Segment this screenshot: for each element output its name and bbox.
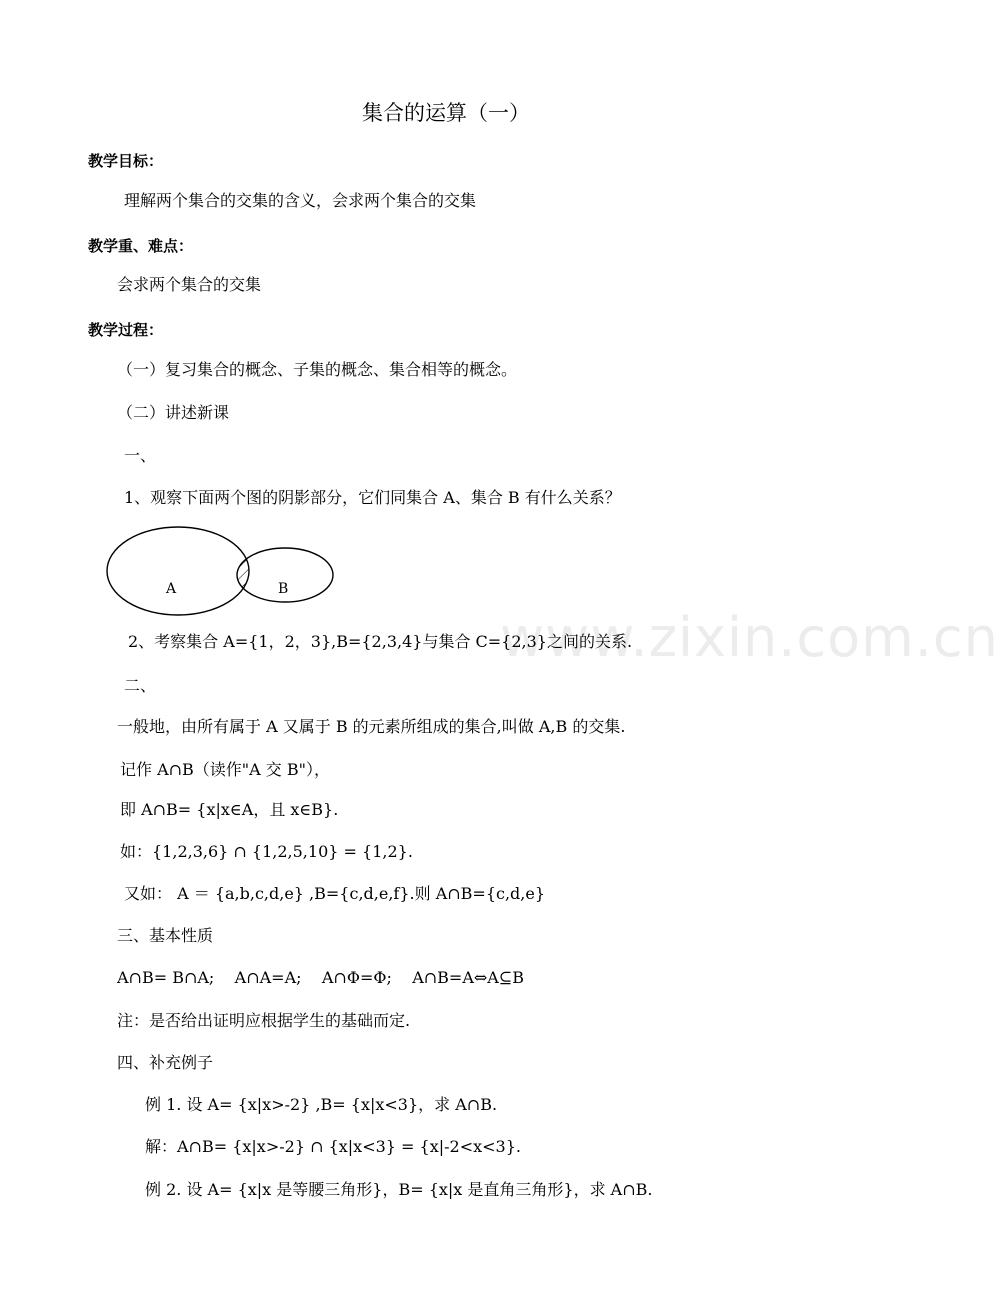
note-text: 注：是否给出证明应根据学生的基础而定.: [117, 1011, 411, 1030]
key-points-heading: 教学重、难点：: [88, 237, 194, 255]
example-one: 例 1. 设 A= {x|x>-2} ,B= {x|x<3}，求 A∩B.: [145, 1095, 498, 1114]
new-lesson-item: （二）讲述新课: [117, 403, 230, 422]
formula-text: 即 A∩B= {x|x∈A，且 x∈B}.: [120, 800, 339, 819]
venn-diagram: [100, 525, 340, 621]
review-item: （一）复习集合的概念、子集的概念、集合相等的概念。: [117, 360, 518, 379]
notation-text: 记作 A∩B（读作"A 交 B"），: [120, 760, 331, 779]
section-two-heading: 二、: [124, 676, 157, 695]
question-one: 1、观察下面两个图的阴影部分，它们同集合 A、集合 B 有什么关系？: [124, 488, 621, 507]
example-a-text: 如：{1,2,3,6} ∩ {1,2,5,10} = {1,2}.: [120, 842, 413, 861]
example-one-solution: 解：A∩B= {x|x>-2} ∩ {x|x<3} = {x|-2<x<3}.: [145, 1137, 522, 1156]
watermark: www.zixin.com.cn: [500, 606, 999, 669]
page-title: 集合的运算（一）: [362, 101, 530, 125]
set-a-ellipse: [107, 527, 249, 615]
section-one-heading: 一、: [124, 446, 157, 465]
set-b-label: B: [278, 581, 289, 597]
key-points-text: 会求两个集合的交集: [117, 275, 262, 294]
question-two: 2、考察集合 A={1，2，3},B={2,3,4}与集合 C={2,3}之间的关系.: [128, 632, 633, 651]
section-four-heading: 四、补充例子: [117, 1053, 214, 1072]
example-two: 例 2. 设 A= {x|x 是等腰三角形}，B= {x|x 是直角三角形}，求 A∩B.: [145, 1180, 653, 1199]
process-heading: 教学过程：: [88, 321, 164, 339]
section-three-heading: 三、基本性质: [117, 926, 214, 945]
goal-text: 理解两个集合的交集的含义，会求两个集合的交集: [124, 191, 477, 210]
set-a-label: A: [166, 581, 177, 597]
example-b-text: 又如： A ＝ {a,b,c,d,e} ,B={c,d,e,f}.则 A∩B={c,d,e}: [124, 884, 546, 903]
goal-heading: 教学目标：: [88, 152, 164, 170]
properties-text: A∩B= B∩A; A∩A=A; A∩Φ=Φ; A∩B=A⇔A⊆B: [117, 968, 525, 987]
definition-text: 一般地，由所有属于 A 又属于 B 的元素所组成的集合,叫做 A,B 的交集.: [117, 717, 626, 736]
